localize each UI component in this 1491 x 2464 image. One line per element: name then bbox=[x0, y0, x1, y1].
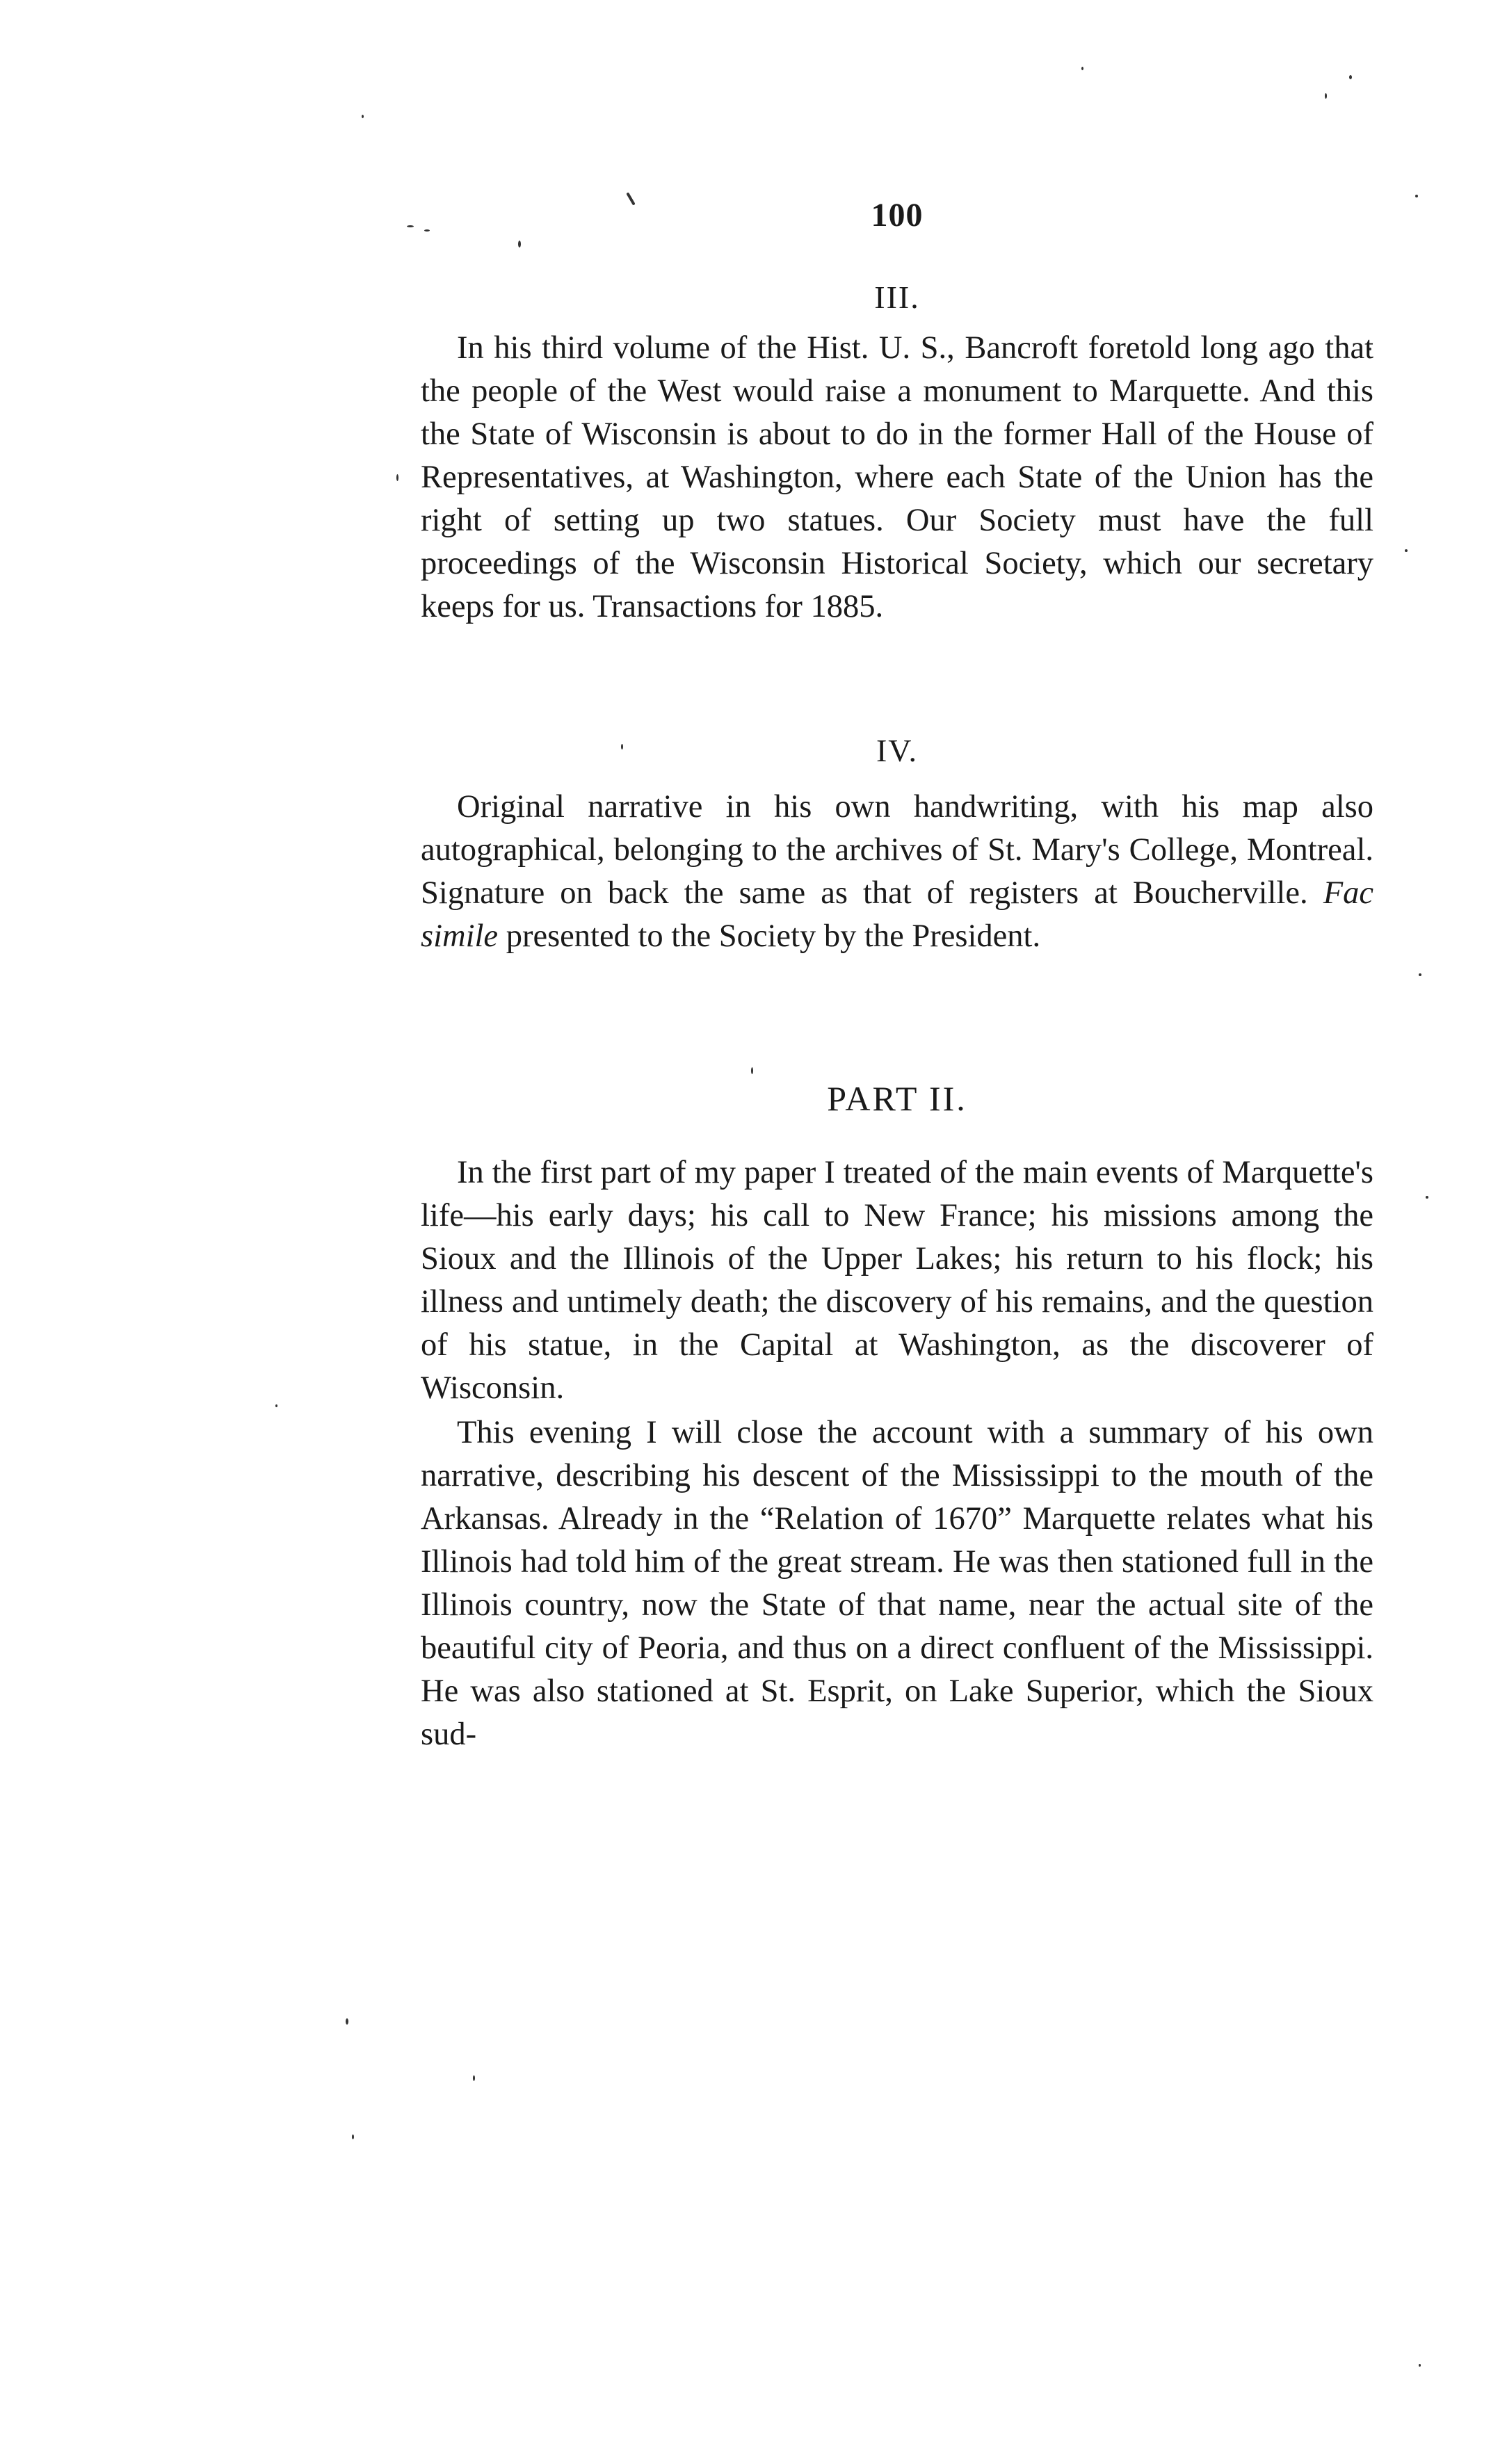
scan-speck bbox=[1081, 67, 1083, 70]
scan-speck bbox=[1419, 2364, 1421, 2367]
scan-speck bbox=[275, 1404, 277, 1407]
scan-speck bbox=[1415, 195, 1418, 197]
part-ii bbox=[421, 1076, 1373, 1756]
page-number: 100 bbox=[871, 197, 924, 234]
scan-speck bbox=[1419, 973, 1421, 976]
section-iii-paragraph: In his third volume of the Hist. U. S., Bancroft foretold long ago that the people of the West would raise a monument to Marquette. And this the State of Wisconsin is about to do in the former Hall of the House of Representatives, at Washington, where each State of the Union has the right of setting up two statues. Our Society must have the full proceedings of the Wisconsin Historical Society, which our secretary keeps for us. Transactions for 1885. bbox=[421, 330, 1373, 624]
section-iii bbox=[421, 277, 1373, 629]
scan-speck bbox=[473, 2075, 475, 2081]
scan-speck bbox=[362, 115, 364, 118]
scan-speck bbox=[1325, 93, 1327, 99]
section-iv bbox=[421, 730, 1373, 958]
scan-speck bbox=[1405, 549, 1408, 552]
fac-simile-italic: Fac simile bbox=[421, 875, 1373, 954]
scan-speck bbox=[352, 2134, 354, 2139]
scan-speck bbox=[1426, 1196, 1428, 1199]
part-ii-paragraph-1: In the first part of my paper I treated of the main events of Marquette's life—his early days; his call to New France; his missions among the Sioux and the Illinois of the Upper Lakes; his return to his flock; his illness and untimely death; the discovery of his remains, and the question of his statue, in the Capital at Washington, as the discoverer of Wisconsin. bbox=[421, 1155, 1373, 1406]
section-iv-heading: IV. bbox=[876, 733, 919, 768]
scan-speck bbox=[1349, 75, 1352, 79]
scan-speck bbox=[751, 1067, 753, 1074]
section-iv-text-start: Original narrative in his own handwriting, with his map also autographical, belonging to the archives of St. Mary's College, Montreal. Signature on back the same as that of registers at Boucherville. bbox=[421, 789, 1373, 911]
scan-speck bbox=[518, 241, 521, 248]
section-iii-heading: III. bbox=[874, 279, 920, 315]
scan-speck bbox=[407, 225, 414, 227]
section-iv-text-end: presented to the Society by the President. bbox=[498, 918, 1041, 954]
scan-speck bbox=[396, 474, 398, 481]
section-iv-paragraph bbox=[421, 786, 1373, 958]
scan-speck bbox=[346, 2018, 348, 2025]
part-ii-heading: PART II. bbox=[827, 1079, 967, 1118]
part-ii-paragraph-2: This evening I will close the account with a summary of his own narrative, describing his descent of the Mississippi to the mouth of the Arkansas. Already in the “Relation of 1670” Marquette relates what his Illinois had told him of the great stream. He was then stationed full in the Illinois country, now the State of that name, near the actual site of the beautiful city of Peoria, and thus on a direct confluent of the Mississippi. He was also stationed at St. Esprit, on Lake Superior, which the Sioux sud- bbox=[421, 1415, 1373, 1752]
